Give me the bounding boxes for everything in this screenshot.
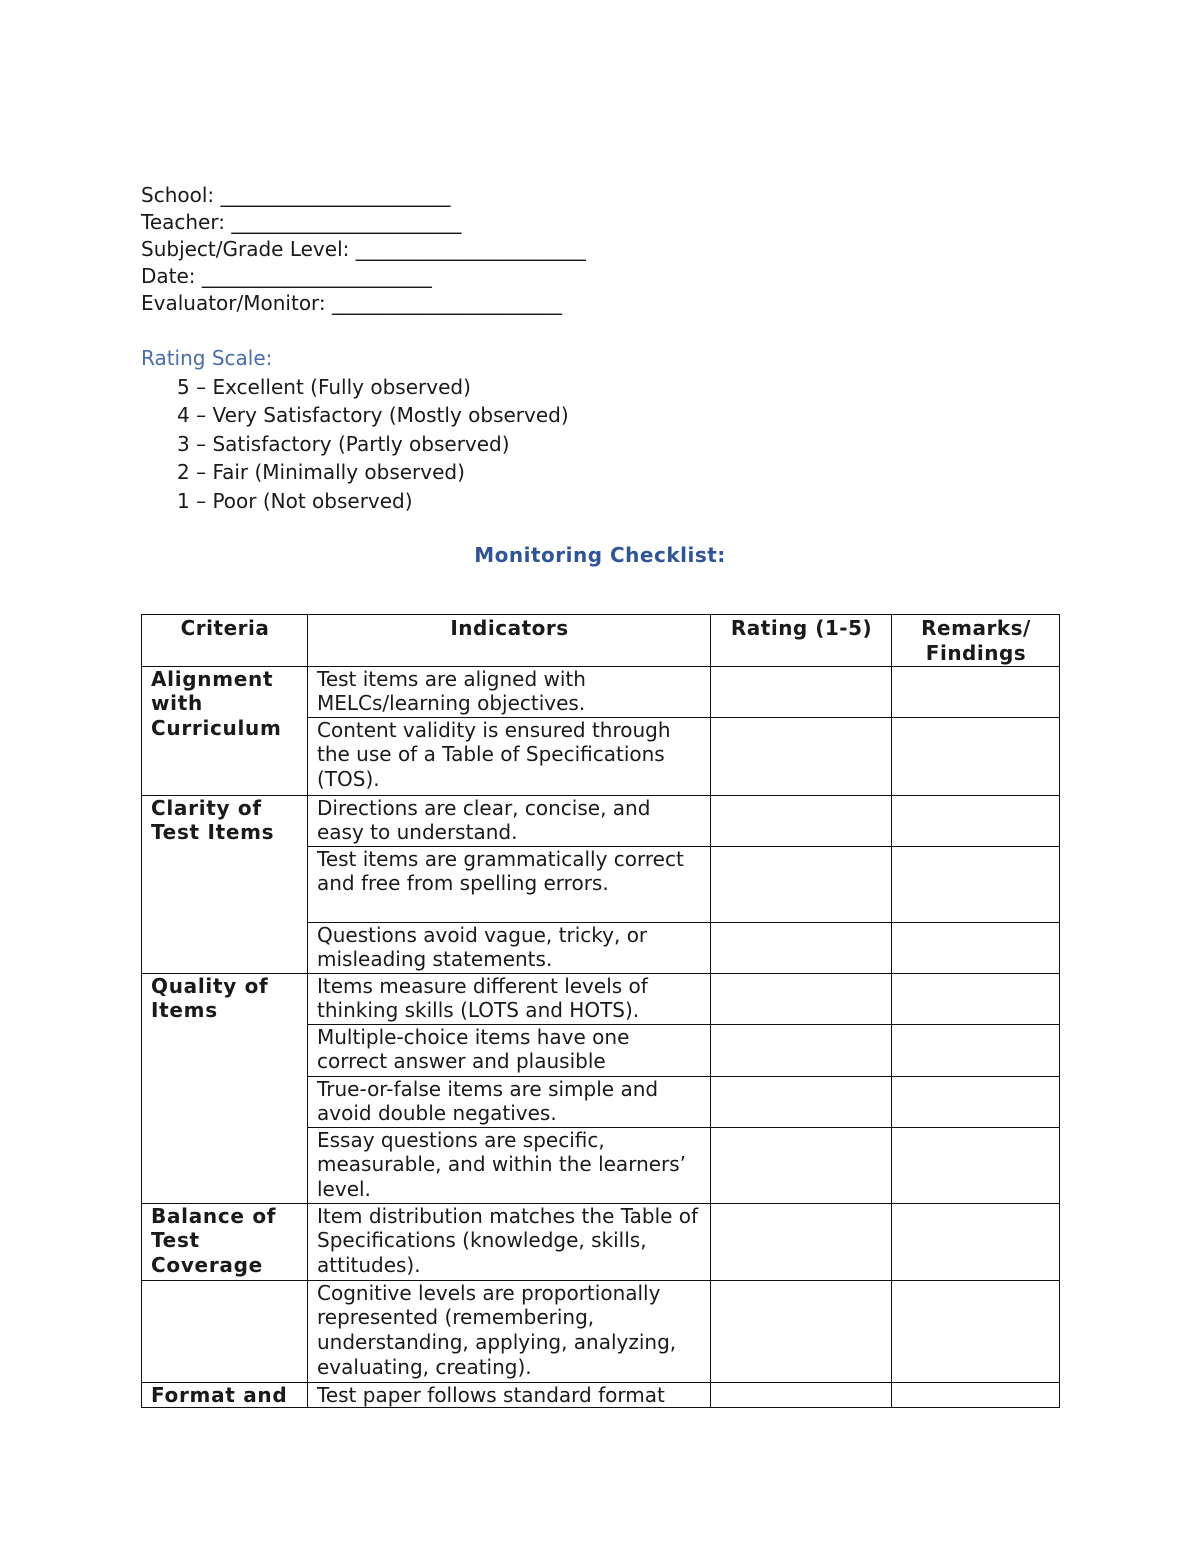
indicator-cell: Items measure different levels of thinking skills (LOTS and HOTS). [308,973,711,1024]
field-blank: _______________________ [231,210,462,234]
indicator-cell: Questions avoid vague, tricky, or misleading statements. [308,922,711,973]
criteria-cell: Clarity of Test Items [142,795,308,973]
table-row [142,1280,1060,1382]
date-field [141,263,586,290]
indicator-cell: Test items are grammatically correct and free from spelling errors. [308,846,711,922]
rating-cell[interactable] [711,1203,892,1280]
criteria-cell: Alignment with Curriculum [142,666,308,795]
rating-item-3: 3 – Satisfactory (Partly observed) [177,431,510,456]
rating-cell[interactable] [711,1382,892,1408]
table-row [142,1203,1060,1280]
school-field [141,182,586,209]
indicator-cell: Test paper follows standard format [308,1382,711,1408]
field-blank: _______________________ [201,264,432,288]
header-indicators: Indicators [308,615,711,667]
remarks-cell[interactable] [892,846,1060,922]
indicator-cell: Multiple-choice items have one correct answer and plausible [308,1024,711,1076]
indicator-cell: True-or-false items are simple and avoid double negatives. [308,1076,711,1127]
field-label: Date: [141,264,196,288]
rating-scale [141,344,569,515]
indicator-cell: Item distribution matches the Table of Specifications (knowledge, skills, attitudes). [308,1203,711,1280]
monitoring-checklist-table [141,614,1060,1408]
indicator-cell: Directions are clear, concise, and easy to understand. [308,795,711,846]
field-label: School: [141,183,215,207]
indicator-cell: Cognitive levels are proportionally represented (remembering, understanding, applying, analyzing, evaluating, creating). [308,1280,711,1382]
criteria-cell: Balance of Test Coverage [142,1203,308,1280]
remarks-cell[interactable] [892,1024,1060,1076]
rating-cell[interactable] [711,922,892,973]
rating-cell[interactable] [711,717,892,795]
header-criteria: Criteria [142,615,308,667]
rating-item-5: 5 – Excellent (Fully observed) [177,374,471,399]
evaluator-field [141,290,586,317]
remarks-cell[interactable] [892,666,1060,717]
rating-item-4: 4 – Very Satisfactory (Mostly observed) [177,403,569,427]
table-row [142,795,1060,846]
rating-cell[interactable] [711,846,892,922]
remarks-cell[interactable] [892,1203,1060,1280]
remarks-cell[interactable] [892,1127,1060,1203]
criteria-cell: Format and [142,1382,308,1408]
checklist-title: Monitoring Checklist: [474,543,726,567]
remarks-cell[interactable] [892,1280,1060,1382]
field-label: Subject/Grade Level: [141,237,350,261]
rating-cell[interactable] [711,1024,892,1076]
header-remarks: Remarks/ Findings [892,615,1060,667]
rating-item-1: 1 – Poor (Not observed) [177,488,413,513]
table-header-row [142,615,1060,667]
rating-scale-title: Rating Scale: [141,346,273,370]
table-row [142,973,1060,1024]
criteria-cell [142,1280,308,1382]
header-rating: Rating (1-5) [711,615,892,667]
field-label: Evaluator/Monitor: [141,291,326,315]
remarks-cell[interactable] [892,795,1060,846]
header-fields [141,182,586,317]
rating-cell[interactable] [711,666,892,717]
remarks-cell[interactable] [892,922,1060,973]
rating-cell[interactable] [711,973,892,1024]
rating-item-2: 2 – Fair (Minimally observed) [177,460,465,484]
rating-cell[interactable] [711,1076,892,1127]
field-label: Teacher: [141,210,225,234]
table-row [142,1382,1060,1408]
field-blank: _______________________ [355,237,586,261]
rating-cell[interactable] [711,1280,892,1382]
field-blank: _______________________ [332,291,563,315]
remarks-cell[interactable] [892,1382,1060,1408]
criteria-cell: Quality of Items [142,973,308,1203]
table-row [142,666,1060,717]
indicator-cell: Essay questions are specific, measurable, and within the learners’ level. [308,1127,711,1203]
indicator-cell: Test items are aligned with MELCs/learning objectives. [308,666,711,717]
subject-grade-field [141,236,586,263]
remarks-cell[interactable] [892,717,1060,795]
field-blank: _______________________ [220,183,451,207]
indicator-cell: Content validity is ensured through the use of a Table of Specifications (TOS). [308,717,711,795]
remarks-cell[interactable] [892,1076,1060,1127]
remarks-cell[interactable] [892,973,1060,1024]
rating-cell[interactable] [711,795,892,846]
rating-cell[interactable] [711,1127,892,1203]
teacher-field [141,209,586,236]
